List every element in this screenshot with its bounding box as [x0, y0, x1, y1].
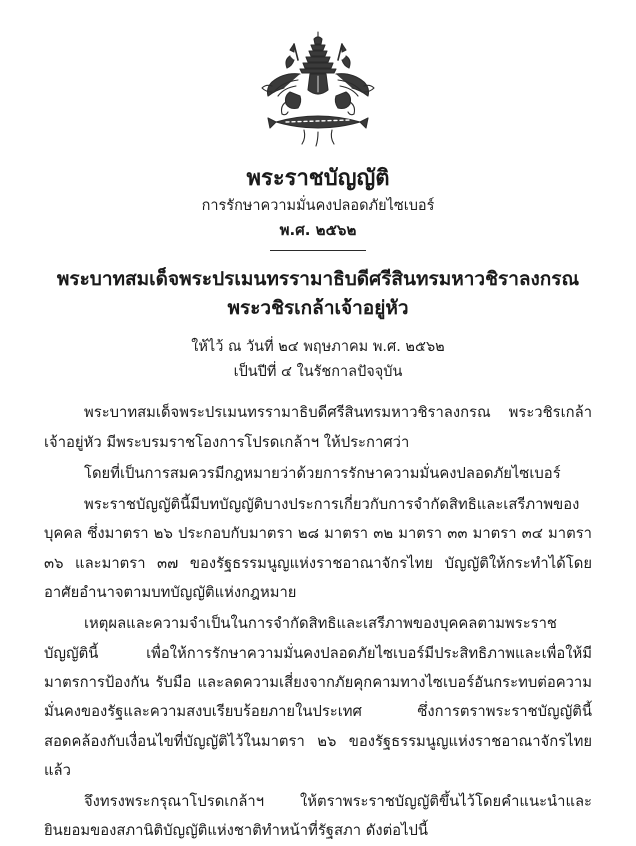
king-name-line-2: พระวชิรเกล้าเจ้าอยู่หัว	[227, 297, 409, 320]
title-divider	[270, 250, 366, 251]
document-subtitle: การรักษาความมั่นคงปลอดภัยไซเบอร์	[201, 197, 435, 214]
reign-year: เป็นปีที่ ๔ ในรัชกาลปัจจุบัน	[233, 364, 403, 381]
emblem-container	[44, 26, 592, 154]
body-paragraph: พระบาทสมเด็จพระปรเมนทรรามาธิบดีศรีสินทรมหาวชิราลงกรณ พระวชิรเกล้าเจ้าอยู่หัว มีพระบรมราชโองการโปรดเกล้าฯ ให้ประกาศว่า	[44, 404, 592, 451]
given-date: ให้ไว้ ณ วันที่ ๒๔ พฤษภาคม พ.ศ. ๒๕๖๒	[191, 338, 445, 355]
body-paragraph: โดยที่เป็นการสมควรมีกฎหมายว่าด้วยการรักษาความมั่นคงปลอดภัยไซเบอร์	[84, 464, 561, 482]
body-paragraph: จึงทรงพระกรุณาโปรดเกล้าฯ ให้ตราพระราชบัญญัติขึ้นไว้โดยคำแนะนำและยินยอมของสภานิติบัญญัติแห่งชาติทำหน้าที่รัฐสภา ดังต่อไปนี้	[44, 793, 592, 840]
king-name-line-1: พระบาทสมเด็จพระปรเมนทรรามาธิบดีศรีสินทรมหาวชิราลงกรณ	[56, 267, 580, 290]
page-title: พระราชบัญญัติ	[246, 166, 390, 191]
body-paragraph: เหตุผลและความจำเป็นในการจำกัดสิทธิและเสรีภาพของบุคคลตามพระราชบัญญัตินี้ เพื่อให้การรักษาความมั่นคงปลอดภัยไซเบอร์มีประสิทธิภาพและเพื่อให้มีมาตรการป้องกัน รับมือ และลดความเสี่ยงจากภัยคุกคามทางไซเบอร์อันกระทบต่อความมั่นคงของรัฐและความสงบเรียบร้อยภายในประเทศ ซึ่งการตราพระราชบัญญัตินี้สอดคล้องกับเงื่อนไขที่บัญญัติไว้ในมาตรา ๒๖ ของรัฐธรรมนูญแห่งราชอาณาจักรไทยแล้ว	[44, 615, 592, 779]
thai-royal-garuda-emblem-icon	[254, 26, 382, 154]
body-paragraph: พระราชบัญญัตินี้มีบทบัญญัติบางประการเกี่ยวกับการจำกัดสิทธิและเสรีภาพของบุคคล ซึ่งมาตรา ๒๖ ประกอบกับมาตรา ๒๘ มาตรา ๓๒ มาตรา ๓๓ มาตรา ๓๔ มาตรา ๓๖ และมาตรา ๓๗ ของรัฐธรรมนูญแห่งราชอาณาจักรไทย บัญญัติให้กระทำได้โดยอาศัยอำนาจตามบทบัญญัติแห่งกฎหมาย	[44, 496, 592, 602]
title-block	[44, 164, 592, 242]
document-year: พ.ศ. ๒๕๖๒	[279, 220, 357, 239]
king-name	[44, 265, 592, 324]
